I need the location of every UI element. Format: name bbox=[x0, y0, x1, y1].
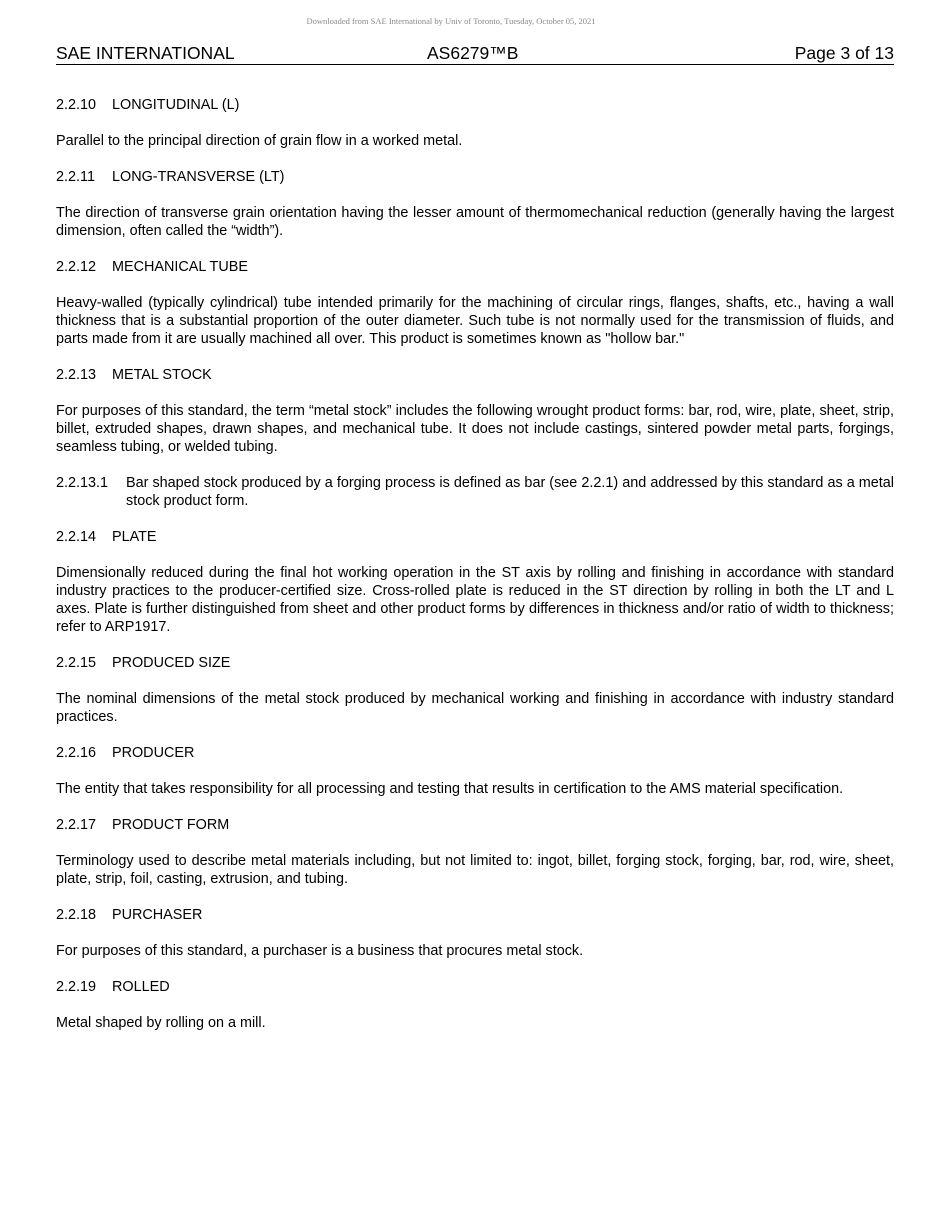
section-heading: 2.2.10 LONGITUDINAL (L) bbox=[56, 97, 240, 113]
section-paragraph: Metal shaped by rolling on a mill. bbox=[56, 1015, 266, 1031]
page-header bbox=[56, 43, 894, 65]
section-heading: 2.2.16 PRODUCER bbox=[56, 745, 195, 761]
section-paragraph: Terminology used to describe metal materials including, but not limited to: ingot, billet, forging stock, forging, bar, rod, wire, sheet, plate, strip, foil, casting, extrusion, and tubing. bbox=[56, 853, 894, 887]
subsection-number: 2.2.13.1 bbox=[56, 475, 109, 491]
section-heading: 2.2.19 ROLLED bbox=[56, 979, 170, 995]
header-document-id: AS6279™B bbox=[427, 43, 519, 63]
section-heading: 2.2.17 PRODUCT FORM bbox=[56, 817, 230, 833]
subsection-text: Bar shaped stock produced by a forging process is defined as bar (see 2.2.1) and addressed by this standard as a metal stock product form. bbox=[126, 475, 894, 509]
section-paragraph: For purposes of this standard, the term “metal stock” includes the following wrought product forms: bar, rod, wire, plate, sheet, strip, billet, extruded shapes, drawn shapes, and mechanical tube. It does not include castings, sintered powder metal parts, forgings, seamless tubing, or welded tubing. bbox=[56, 403, 894, 455]
section-heading: 2.2.12 MECHANICAL TUBE bbox=[56, 259, 248, 275]
subsection-item bbox=[56, 474, 894, 510]
header-page-number: Page 3 of 13 bbox=[794, 43, 894, 63]
section-paragraph: The direction of transverse grain orientation having the lesser amount of thermomechanical reduction (generally having the largest dimension, often called the “width”). bbox=[56, 205, 894, 239]
section-heading: 2.2.18 PURCHASER bbox=[56, 907, 203, 923]
section-heading: 2.2.14 PLATE bbox=[56, 529, 157, 545]
section-heading: 2.2.13 METAL STOCK bbox=[56, 367, 212, 383]
section-paragraph: Dimensionally reduced during the final hot working operation in the ST axis by rolling and finishing in accordance with standard industry practices to the producer-certified size. Cross-rolled plate is reduced in the ST direction by rolling in both the LT and L axes. Plate is further distinguished from sheet and other product forms by differences in thickness and/or ratio of width to thickness; refer to ARP1917. bbox=[56, 565, 894, 635]
section-heading: 2.2.15 PRODUCED SIZE bbox=[56, 655, 231, 671]
download-watermark: Downloaded from SAE International by Univ of Toronto, Tuesday, October 05, 2021 bbox=[306, 16, 596, 26]
section-paragraph: Heavy-walled (typically cylindrical) tube intended primarily for the machining of circular rings, flanges, shafts, etc., having a wall thickness that is a substantial proportion of the outer diameter. Such tube is not normally used for the transmission of fluids, and parts made from it are usually machined all over. This product is sometimes known as "hollow bar." bbox=[56, 295, 894, 347]
header-organization: SAE INTERNATIONAL bbox=[56, 43, 235, 63]
section-paragraph: Parallel to the principal direction of grain flow in a worked metal. bbox=[56, 133, 463, 149]
section-paragraph: The nominal dimensions of the metal stock produced by mechanical working and finishing in accordance with industry standard practices. bbox=[56, 691, 894, 725]
section-paragraph: For purposes of this standard, a purchaser is a business that procures metal stock. bbox=[56, 943, 584, 959]
document-body bbox=[56, 96, 894, 1050]
section-paragraph: The entity that takes responsibility for all processing and testing that results in certification to the AMS material specification. bbox=[56, 781, 844, 797]
section-heading: 2.2.11 LONG-TRANSVERSE (LT) bbox=[56, 169, 285, 185]
